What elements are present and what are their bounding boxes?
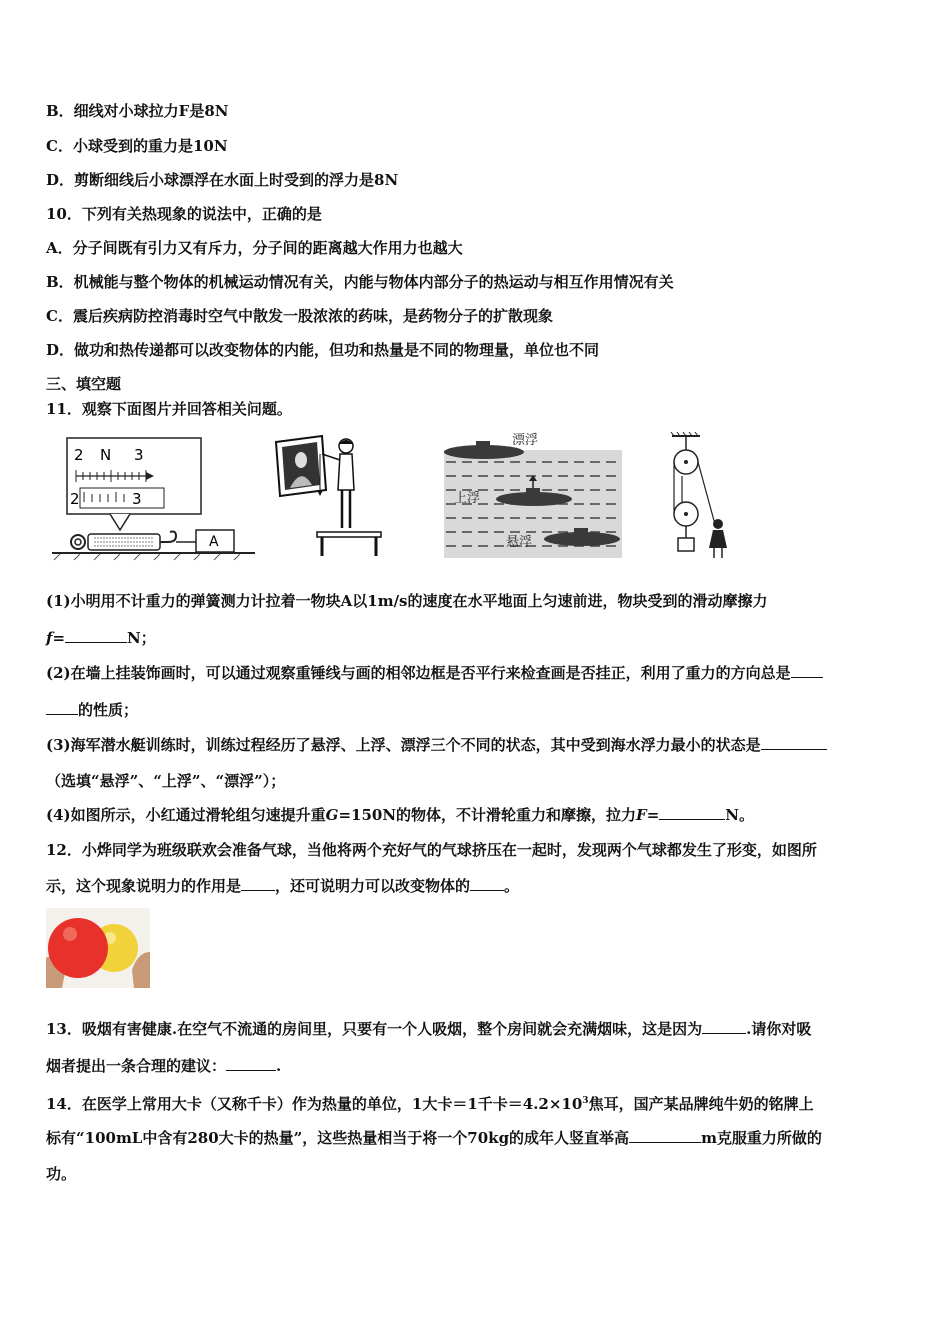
- q11-part3-line1: (3)海军潜水艇训练时，训练过程经历了悬浮、上浮、漂浮三个不同的状态，其中受到海水浮力最小的状态是: [46, 735, 827, 755]
- q11-part3-line2: （选填“悬浮”、“上浮”、“漂浮”）；: [46, 772, 286, 790]
- submarine-figure: [442, 432, 626, 562]
- q14-line1: 14．在医学上常用大卡（又称千卡）作为热量的单位，1大卡＝1千卡$=4.2\times 10^3$焦耳，国产某品牌纯牛奶的铭牌上: [46, 1095, 814, 1113]
- answer-blank[interactable]: [226, 1056, 276, 1071]
- q9-option-d: D．剪断细线后小球漂浮在水面上时受到的浮力是8N: [46, 171, 399, 189]
- q14-line2: 标有“100mL中含有280大卡的热量”，这些热量相当于将一个70kg的成年人竖直举高 m克服重力所做的: [46, 1129, 822, 1147]
- q10-stem: 10．下列有关热现象的说法中，正确的是: [46, 205, 322, 223]
- block-a-label: A: [209, 534, 219, 550]
- scale-label-top-left: 2: [74, 446, 84, 464]
- answer-blank[interactable]: [791, 663, 823, 678]
- rise-label: 上浮: [454, 491, 481, 506]
- q13-line1: 13．吸烟有害健康.在空气不流通的房间里，只要有一个人吸烟，整个房间就会充满烟味，这是因为 .请你对吸: [46, 1020, 812, 1038]
- answer-blank[interactable]: [702, 1019, 746, 1034]
- q14-line3: 功。: [46, 1165, 77, 1183]
- q11-part2-line2: 的性质；: [46, 700, 138, 720]
- answer-blank[interactable]: [241, 876, 275, 891]
- answer-blank[interactable]: [659, 805, 725, 820]
- answer-blank[interactable]: [470, 876, 504, 891]
- q10-option-c: C．震后疾病防控消毒时空气中散发一股浓浓的药味，是药物分子的扩散现象: [46, 307, 553, 325]
- plumb-line-figure: [262, 432, 392, 562]
- scale-label-top-right: 3: [134, 446, 144, 464]
- suspend-label: 悬浮: [506, 535, 533, 550]
- scale-label-bottom-left: 2: [70, 490, 80, 508]
- q12-line1: 12．小烨同学为班级联欢会准备气球，当他将两个充好气的气球挤压在一起时，发现两个气球都发生了形变，如图所: [46, 841, 817, 859]
- q11-part4: (4)如图所示，小红通过滑轮组匀速提升重G=150N的物体，不计滑轮重力和摩擦，拉力F= N。: [46, 806, 754, 824]
- scale-label-bottom-right: 3: [132, 490, 142, 508]
- pulley-figure: [668, 432, 738, 562]
- q11-stem: 11．观察下面图片并回答相关问题。: [46, 400, 292, 418]
- q10-option-b: B．机械能与整个物体的机械运动情况有关，内能与物体内部分子的热运动与相互作用情况有关: [46, 273, 674, 291]
- q11-part1-line1: (1)小明用不计重力的弹簧测力计拉着一物块A以1m/s的速度在水平地面上匀速前进，物块受到的滑动摩擦力: [46, 592, 768, 610]
- answer-blank[interactable]: [629, 1128, 701, 1143]
- q11-part1-line2: f= N；: [46, 629, 156, 647]
- q9-option-c: C．小球受到的重力是10N: [46, 137, 228, 155]
- spring-scale-figure: [50, 432, 260, 562]
- q9-option-b: B．细线对小球拉力F是8N: [46, 102, 229, 120]
- q12-line2: 示，这个现象说明力的作用是 ，还可说明力可以改变物体的 。: [46, 877, 520, 895]
- answer-blank[interactable]: [761, 735, 827, 750]
- float-label: 漂浮: [512, 433, 539, 448]
- balloons-photo: [46, 908, 150, 988]
- q13-line2: 烟者提出一条合理的建议： .: [46, 1057, 282, 1075]
- q10-option-d: D．做功和热传递都可以改变物体的内能，但功和热量是不同的物理量，单位也不同: [46, 341, 600, 359]
- q11-part2-line1: (2)在墙上挂装饰画时，可以通过观察重锤线与画的相邻边框是否平行来检查画是否挂正，利用了重力的方向总是: [46, 663, 823, 683]
- answer-blank[interactable]: [65, 628, 127, 643]
- q10-option-a: A．分子间既有引力又有斥力，分子间的距离越大作用力也越大: [46, 239, 463, 257]
- section-heading: 三、填空题: [46, 375, 122, 393]
- answer-blank[interactable]: [46, 700, 78, 715]
- scale-label-unit: N: [100, 446, 112, 464]
